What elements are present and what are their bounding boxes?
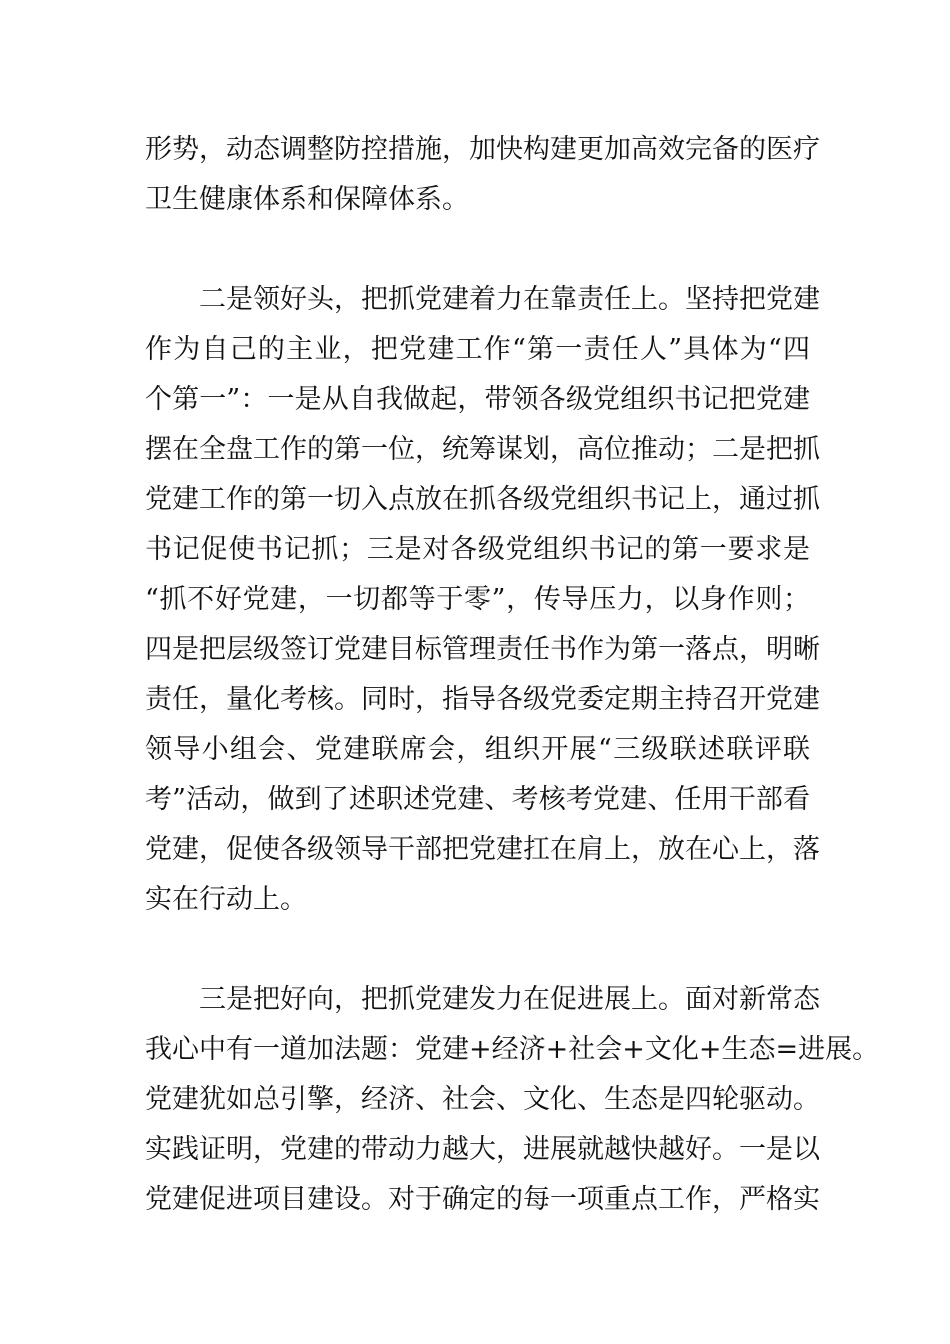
paragraph-first-line: 三是把好向，把抓党建发力在促进展上。面对新常态 xyxy=(199,984,820,1015)
paragraph-line: 四是把层级签订党建目标管理责任书作为第一落点，明晰 xyxy=(145,634,820,665)
paragraph-line: 实在行动上。 xyxy=(145,884,307,915)
paragraph-line: 摆在全盘工作的第一位，统筹谋划，高位推动；二是把抓 xyxy=(145,434,820,465)
paragraph-line: 我心中有一道加法题：党建+经济+社会+文化+生态=进展。 xyxy=(145,1034,880,1065)
paragraph-line: 考”活动，做到了述职述党建、考核考党建、任用干部看 xyxy=(145,784,810,815)
paragraph-2 xyxy=(145,275,820,925)
paragraph-line: 形势，动态调整防控措施，加快构建更加高效完备的医疗 xyxy=(145,134,820,165)
paragraph-line: 作为自己的主业，把党建工作“第一责任人”具体为“四 xyxy=(145,334,810,365)
paragraph-line: 党建促进项目建设。对于确定的每一项重点工作，严格实 xyxy=(145,1184,820,1215)
paragraph-line: 领导小组会、党建联席会，组织开展“三级联述联评联 xyxy=(145,734,810,765)
paragraph-line: 实践证明，党建的带动力越大，进展就越快越好。一是以 xyxy=(145,1134,820,1165)
paragraph-3 xyxy=(145,975,880,1225)
paragraph-line: 个第一”：一是从自我做起，带领各级党组织书记把党建 xyxy=(145,384,810,415)
paragraph-first-line: 二是领好头，把抓党建着力在靠责任上。坚持把党建 xyxy=(199,284,820,315)
paragraph-line: 书记促使书记抓；三是对各级党组织书记的第一要求是 xyxy=(145,534,810,565)
paragraph-line: 党建犹如总引擎，经济、社会、文化、生态是四轮驱动。 xyxy=(145,1084,820,1115)
paragraph-line: 卫生健康体系和保障体系。 xyxy=(145,184,469,215)
paragraph-line: 责任，量化考核。同时，指导各级党委定期主持召开党建 xyxy=(145,684,820,715)
paragraph-line: “抓不好党建，一切都等于零”，传导压力，以身作则； xyxy=(145,584,810,615)
paragraph-line: 党建工作的第一切入点放在抓各级党组织书记上，通过抓 xyxy=(145,484,820,515)
paragraph-1 xyxy=(145,125,820,225)
paragraph-line: 党建，促使各级领导干部把党建扛在肩上，放在心上，落 xyxy=(145,834,820,865)
